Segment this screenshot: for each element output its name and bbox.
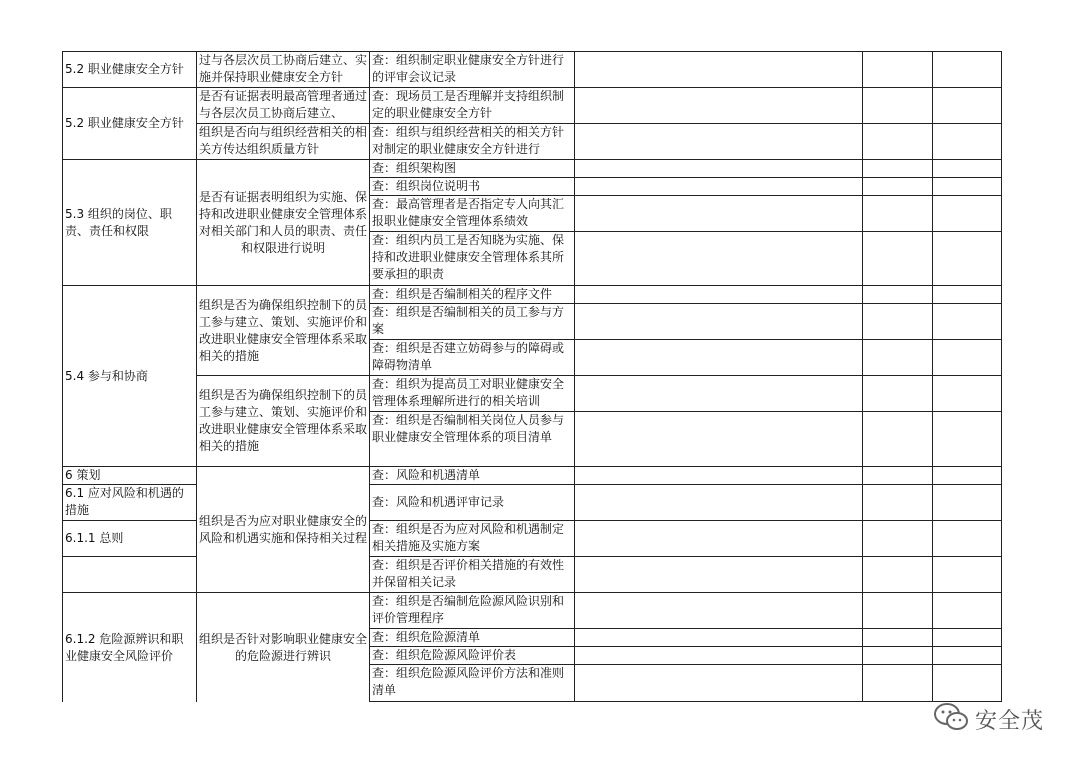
check-cell: 查：组织与组织经营相关的相关方针对制定的职业健康安全方针进行 xyxy=(372,125,565,156)
clause-cell: 6.1.2 危险源辨识和职业健康安全风险评价 xyxy=(65,631,184,663)
check-cell: 查：组织危险源风险评价表 xyxy=(372,648,517,662)
check-cell: 查：现场员工是否理解并支持组织制定的职业健康安全方针 xyxy=(372,89,565,120)
requirement-cell: 组织是否为确保组织控制下的员工参与建立、策划、实施评价和改进职业健康安全管理体系采取相关的措施 xyxy=(199,388,368,453)
clause-cell: 6 策划 xyxy=(65,468,101,482)
check-cell: 查：风险和机遇评审记录 xyxy=(372,495,505,509)
requirement-cell: 组织是否为应对职业健康安全的风险和机遇实施和保持相关过程 xyxy=(199,513,368,545)
clause-cell: 6.1.1 总则 xyxy=(65,531,124,545)
requirement-cell: 过与各层次员工协商后建立、实施并保持职业健康安全方针 xyxy=(199,53,368,84)
check-cell: 查：组织为提高员工对职业健康安全管理体系理解所进行的相关培训 xyxy=(372,377,565,408)
wechat-icon xyxy=(933,702,969,736)
check-cell: 查：风险和机遇清单 xyxy=(372,468,481,482)
check-cell: 查：最高管理者是否指定专人向其汇报职业健康安全管理体系绩效 xyxy=(372,197,565,228)
requirement-cell: 组织是否针对影响职业健康安全的危险源进行辨识 xyxy=(199,631,368,663)
check-cell: 查：组织制定职业健康安全方针进行的评审会议记录 xyxy=(372,53,565,84)
clause-cell: 5.4 参与和协商 xyxy=(65,368,148,383)
clause-cell: 5.3 组织的岗位、职责、责任和权限 xyxy=(65,206,172,238)
check-cell: 查：组织是否编制危险源风险识别和评价管理程序 xyxy=(372,594,565,625)
grid-line xyxy=(62,556,196,557)
check-cell: 查：组织是否评价相关措施的有效性并保留相关记录 xyxy=(372,558,565,589)
check-cell: 查：组织岗位说明书 xyxy=(372,179,481,193)
check-cell: 查：组织是否建立妨碍参与的障碍或障碍物清单 xyxy=(372,341,565,372)
check-cell: 查：组织内员工是否知晓为实施、保持和改进职业健康安全管理体系其所要承担的职责 xyxy=(372,233,565,281)
check-cell: 查：组织架构图 xyxy=(372,161,457,175)
check-cell: 查：组织危险源风险评价方法和准则清单 xyxy=(372,666,565,697)
clause-cell: 6.1 应对风险和机遇的措施 xyxy=(65,486,184,517)
watermark xyxy=(933,702,1044,736)
check-cell: 查：组织危险源清单 xyxy=(372,630,481,644)
check-cell: 查：组织是否编制相关的程序文件 xyxy=(372,287,553,301)
check-cell: 查：组织是否编制相关岗位人员参与职业健康安全管理体系的项目清单 xyxy=(372,413,565,444)
check-cell: 查：组织是否为应对风险和机遇制定相关措施及实施方案 xyxy=(372,522,565,553)
grid-line xyxy=(862,51,863,702)
grid-line xyxy=(369,701,1002,702)
requirement-cell: 组织是否为确保组织控制下的员工参与建立、策划、实施评价和改进职业健康安全管理体系采取相关的措施 xyxy=(199,297,368,363)
clause-cell: 5.2 职业健康安全方针 xyxy=(65,116,184,130)
grid-line xyxy=(574,51,575,702)
grid-line xyxy=(1001,51,1002,702)
requirement-cell: 组织是否向与组织经营相关的相关方传达组织质量方针 xyxy=(199,125,368,156)
requirement-cell: 是否有证据表明组织为实施、保持和改进职业健康安全管理体系对相关部门和人员的职责、责任和权限进行说明 xyxy=(199,189,368,255)
clause-cell: 5.2 职业健康安全方针 xyxy=(65,62,184,76)
watermark-text: 安全茂 xyxy=(974,708,1044,734)
requirement-cell: 是否有证据表明最高管理者通过与各层次员工协商后建立、 xyxy=(199,89,368,120)
grid-line xyxy=(932,51,933,702)
check-cell: 查：组织是否编制相关的员工参与方案 xyxy=(372,305,565,336)
